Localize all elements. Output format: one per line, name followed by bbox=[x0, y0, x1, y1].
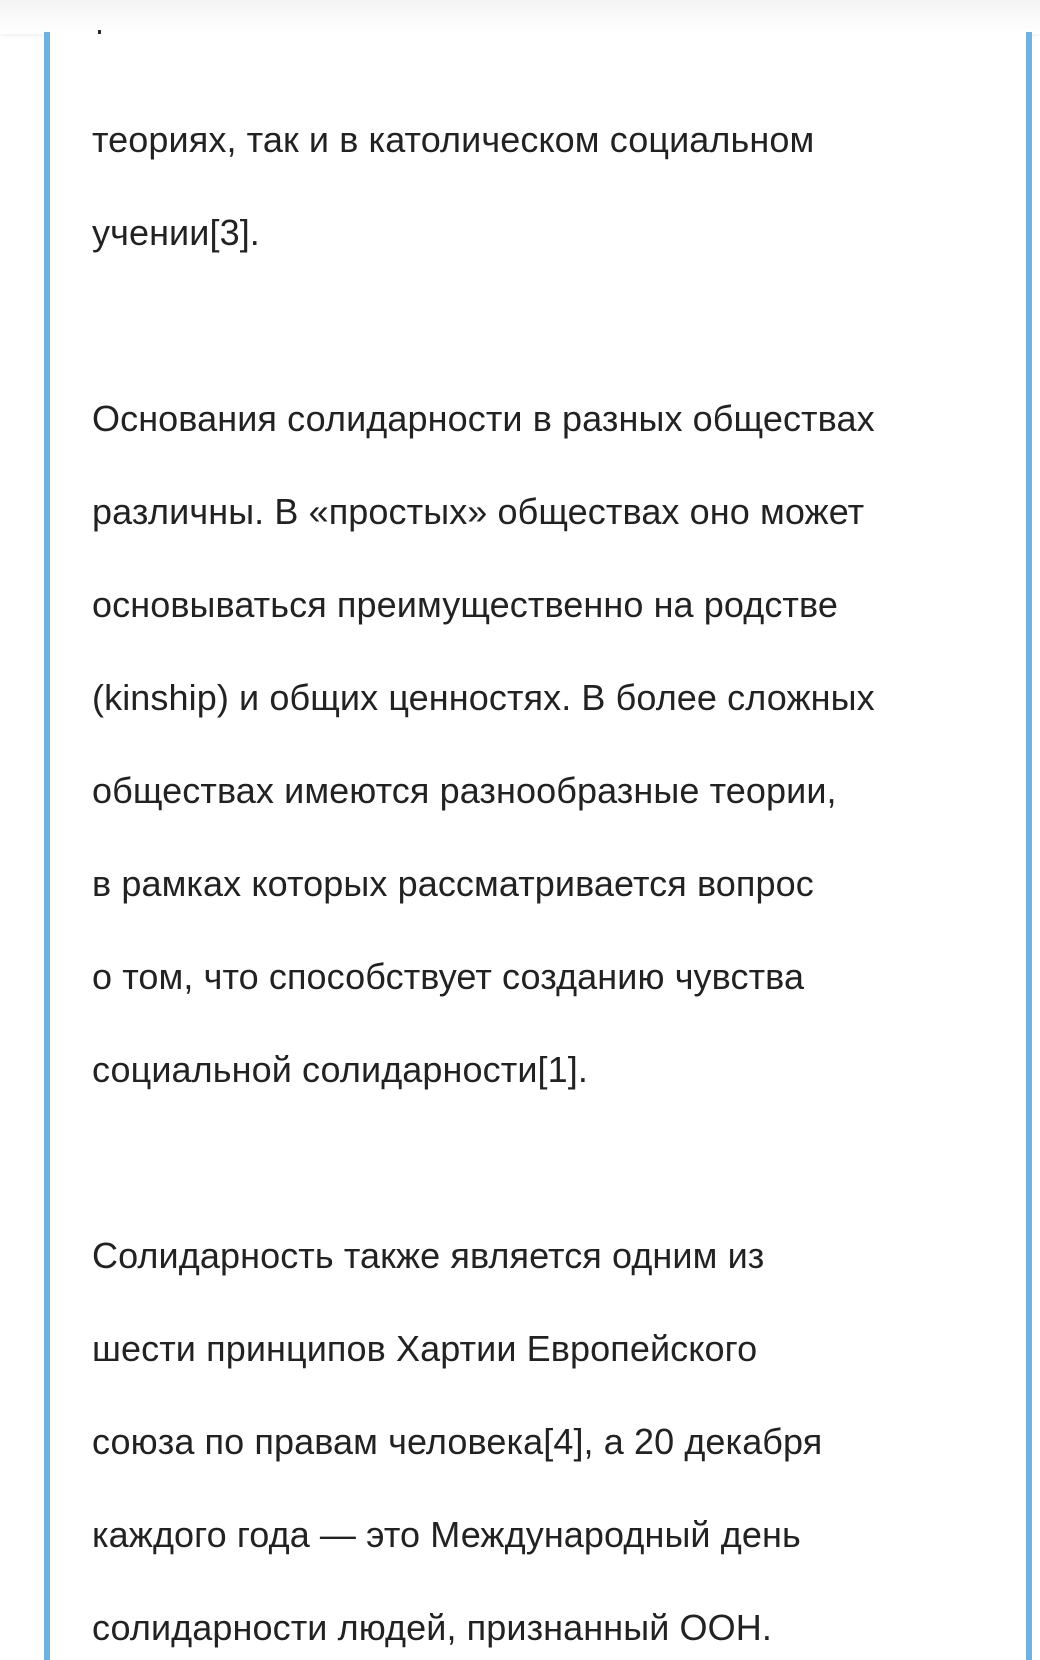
text-line: Основания солидарности в разных обществах bbox=[92, 398, 875, 439]
text-line: о том, что способствует созданию чувства bbox=[92, 956, 805, 997]
text-line: теориях, так и в католическом социальном bbox=[92, 119, 815, 160]
top-bar-shadow bbox=[0, 0, 1040, 34]
text-line: в рамках которых рассматривается вопрос bbox=[92, 863, 814, 904]
answer-card bbox=[44, 32, 1032, 1660]
text-line: солидарности людей, признанный ООН. bbox=[92, 1607, 772, 1648]
paragraph-gap bbox=[92, 279, 972, 372]
text-line: социальной солидарности[1]. bbox=[92, 1049, 588, 1090]
text-line: Солидарность также является одним из bbox=[92, 1235, 765, 1276]
paragraph-gap bbox=[92, 1116, 972, 1209]
text-line: учении[3]. bbox=[92, 212, 260, 253]
text-line: союза по правам человека[4], а 20 декабря bbox=[92, 1421, 823, 1462]
text-line: (kinship) и общих ценностях. В более сложных bbox=[92, 677, 875, 718]
text-line: различны. В «простых» обществах оно может bbox=[92, 491, 865, 532]
text-line: каждого года — это Международный день bbox=[92, 1514, 801, 1555]
text-line: обществах имеются разнообразные теории, bbox=[92, 770, 837, 811]
text-line: шести принципов Хартии Европейского bbox=[92, 1328, 758, 1369]
cropped-previous-line bbox=[92, 30, 392, 40]
answer-text bbox=[92, 93, 972, 1660]
text-line: основываться преимущественно на родстве bbox=[92, 584, 838, 625]
